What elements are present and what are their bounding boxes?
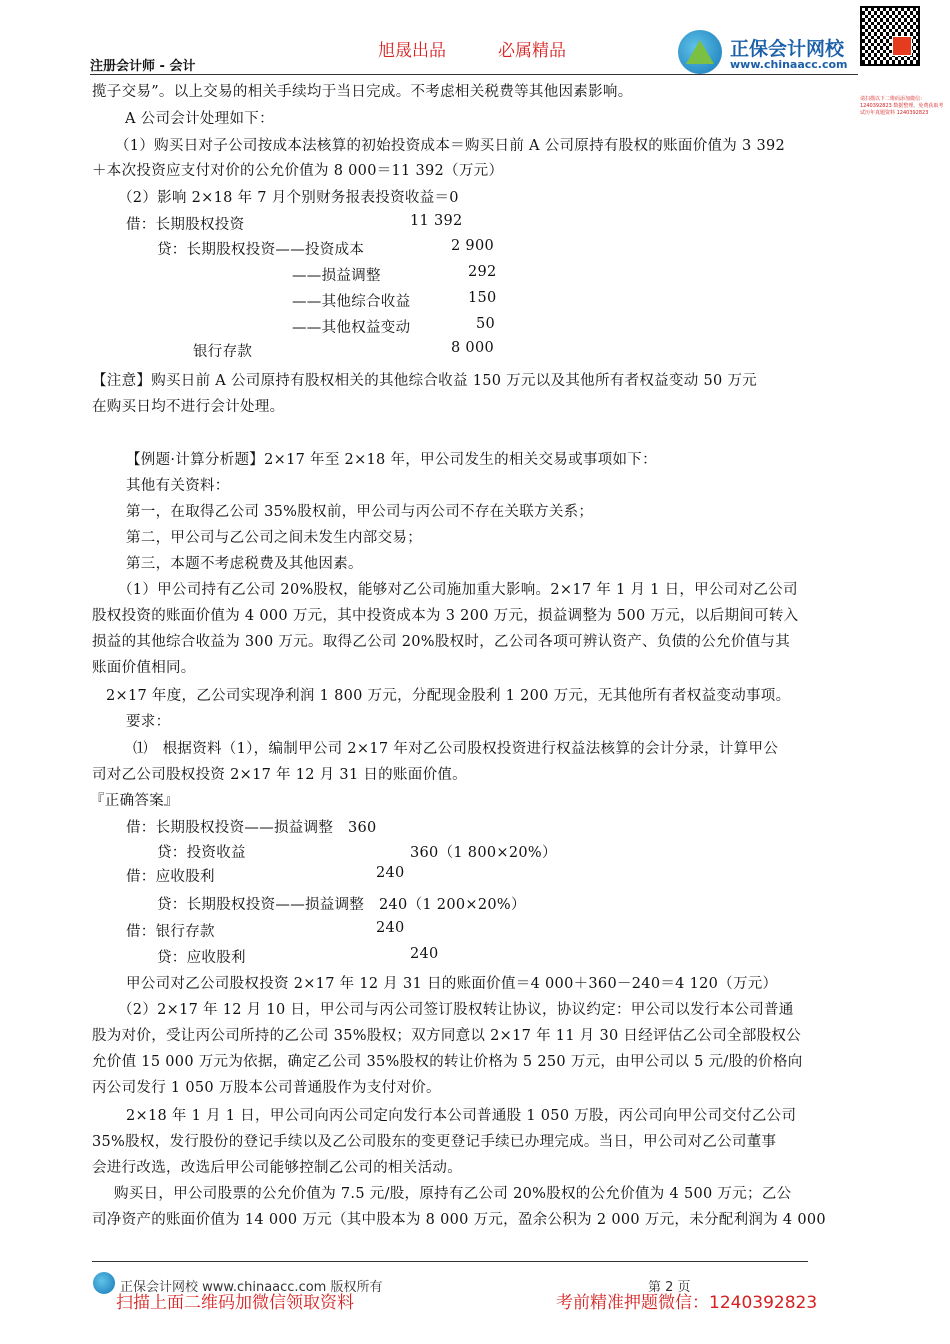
- text-line: 丙公司发行 1 050 万股本公司普通股作为支付对价。: [92, 1080, 441, 1096]
- text-line: 揽子交易”。以上交易的相关手续均于当日完成。不考虑相关税费等其他因素影响。: [92, 84, 633, 100]
- note-line: 【注意】购买日前 A 公司原持有股权相关的其他综合收益 150 万元以及其他所有者权益变动 50 万元: [92, 373, 758, 389]
- subject-label: 注册会计师 - 会计: [90, 59, 196, 74]
- text-line: 35%股权，发行股份的登记手续以及乙公司股东的变更登记手续已办理完成。当日，甲公司对乙公司董事: [92, 1134, 777, 1150]
- logo-mountain-icon: [686, 40, 714, 64]
- entry-credit: 贷：长期股权投资——损益调整 240（1 200×20%）: [157, 897, 526, 913]
- qr-center-logo-icon: [892, 36, 912, 56]
- entry-amount: 50: [476, 316, 496, 332]
- text-line: （1）购买日对子公司按成本法核算的初始投资成本＝购买日前 A 公司原持有股权的账面价值为 3 392: [115, 138, 786, 154]
- text-line: 股为对价，受让丙公司所持的乙公司 35%股权；双方同意以 2×17 年 11 月 30 日经评估乙公司全部股权公: [92, 1028, 802, 1044]
- entry-amount: 2 900: [451, 238, 495, 254]
- text-line: 第二，甲公司与乙公司之间未发生内部交易；: [126, 530, 422, 546]
- text-line: （1）甲公司持有乙公司 20%股权，能够对乙公司施加重大影响。2×17 年 1 月 1 日，甲公司对乙公司: [118, 582, 798, 598]
- entry-debit: 借：应收股利: [126, 869, 215, 885]
- entry-amount: 8 000: [451, 340, 495, 356]
- text-line: 要求：: [126, 714, 171, 730]
- footer-logo-icon: [93, 1272, 115, 1294]
- text-line: 会进行改选，改选后甲公司能够控制乙公司的相关活动。: [92, 1160, 462, 1176]
- footer-rule: [92, 1261, 808, 1262]
- entry-debit: 借：银行存款: [126, 924, 215, 940]
- text-line: （2）2×17 年 12 月 10 日，甲公司与丙公司签订股权转让协议，协议约定：甲公司以发行本公司普通: [118, 1002, 794, 1018]
- text-line: 损益的其他综合收益为 300 万元。取得乙公司 20%股权时，乙公司各项可辨认资产、负债的公允价值与其: [92, 634, 791, 650]
- page-number: 第 2 页: [648, 1280, 691, 1295]
- footer-promo-right: 考前精准押题微信：1240392823: [556, 1293, 818, 1313]
- text-line: ⑴ 根据资料（1），编制甲公司 2×17 年对乙公司股权投资进行权益法核算的会计分录，计算甲公: [133, 741, 779, 757]
- text-line: 甲公司对乙公司股权投资 2×17 年 12 月 31 日的账面价值＝4 000＋360－240＝4 120（万元）: [126, 976, 778, 992]
- entry-amount: 150: [468, 290, 497, 306]
- entry-debit: 借：长期股权投资: [126, 217, 245, 233]
- entry-amount: 240: [376, 865, 405, 881]
- text-line: 第三，本题不考虑税费及其他因素。: [126, 556, 363, 572]
- entry-amount: 292: [468, 264, 497, 280]
- text-line: A 公司会计处理如下：: [125, 111, 274, 127]
- text-line: （2）影响 2×18 年 7 月个别财务报表投资收益＝0: [118, 190, 459, 206]
- entry-amount: 240: [410, 946, 439, 962]
- text-line: 司净资产的账面价值为 14 000 万元（其中股本为 8 000 万元，盈余公积为 2 000 万元，未分配利润为 4 000: [92, 1212, 826, 1228]
- entry-amount: 11 392: [410, 213, 463, 229]
- note-line: 在购买日均不进行会计处理。: [92, 399, 285, 415]
- text-line: 账面价值相同。: [92, 660, 196, 676]
- logo-url: www.chinaacc.com: [730, 58, 848, 71]
- entry-credit: 贷：应收股利: [157, 950, 246, 966]
- entry-sub: 银行存款: [193, 344, 253, 360]
- entry-sub: ——其他综合收益: [292, 294, 411, 310]
- qr-note: 请扫描以下二维码添加微信：1240392823 数据整理、免费获取考试历年真题资料 1240392823: [860, 96, 944, 116]
- text-line: 其他有关资料：: [126, 478, 230, 494]
- entry-credit: 贷：长期股权投资——投资成本: [157, 242, 365, 258]
- entry-amount: 240: [376, 920, 405, 936]
- text-line: ＋本次投资应支付对价的公允价值为 8 000＝11 392（万元）: [92, 163, 504, 179]
- entry-sub: ——损益调整: [292, 268, 381, 284]
- text-line: 2×18 年 1 月 1 日，甲公司向丙公司定向发行本公司普通股 1 050 万股，丙公司向甲公司交付乙公司: [126, 1108, 797, 1124]
- text-line: 第一，在取得乙公司 35%股权前，甲公司与丙公司不存在关联方关系；: [126, 504, 594, 520]
- header-rule: [90, 74, 858, 75]
- entry-debit: 借：长期股权投资——损益调整 360: [126, 820, 377, 836]
- text-line: 允价值 15 000 万元为依据，确定乙公司 35%股权的转让价格为 5 250 万元，由甲公司以 5 元/股的价格向: [92, 1054, 803, 1070]
- brand-right: 必属精品: [498, 41, 566, 61]
- text-line: 2×17 年度，乙公司实现净利润 1 800 万元，分配现金股利 1 200 万元，无其他所有者权益变动事项。: [106, 688, 791, 704]
- text-line: 购买日，甲公司股票的公允价值为 7.5 元/股，原持有乙公司 20%股权的公允价值为 4 500 万元；乙公: [114, 1186, 792, 1202]
- example-title: 【例题·计算分析题】2×17 年至 2×18 年，甲公司发生的相关交易或事项如下：: [126, 452, 657, 468]
- entry-credit: 贷：投资收益: [157, 845, 246, 861]
- entry-amount: 360（1 800×20%）: [410, 845, 557, 861]
- entry-sub: ——其他权益变动: [292, 320, 411, 336]
- answer-heading: 『正确答案』: [90, 793, 179, 809]
- brand-left: 旭晟出品: [378, 41, 446, 61]
- footer-promo-left: 扫描上面二维码加微信领取资料: [116, 1293, 354, 1313]
- text-line: 司对乙公司股权投资 2×17 年 12 月 31 日的账面价值。: [92, 767, 467, 783]
- logo-name: 正保会计网校: [730, 38, 845, 60]
- text-line: 股权投资的账面价值为 4 000 万元，其中投资成本为 3 200 万元，损益调整为 500 万元，以后期间可转入: [92, 608, 799, 624]
- footer-site: 正保会计网校 www.chinaacc.com 版权所有: [120, 1280, 383, 1295]
